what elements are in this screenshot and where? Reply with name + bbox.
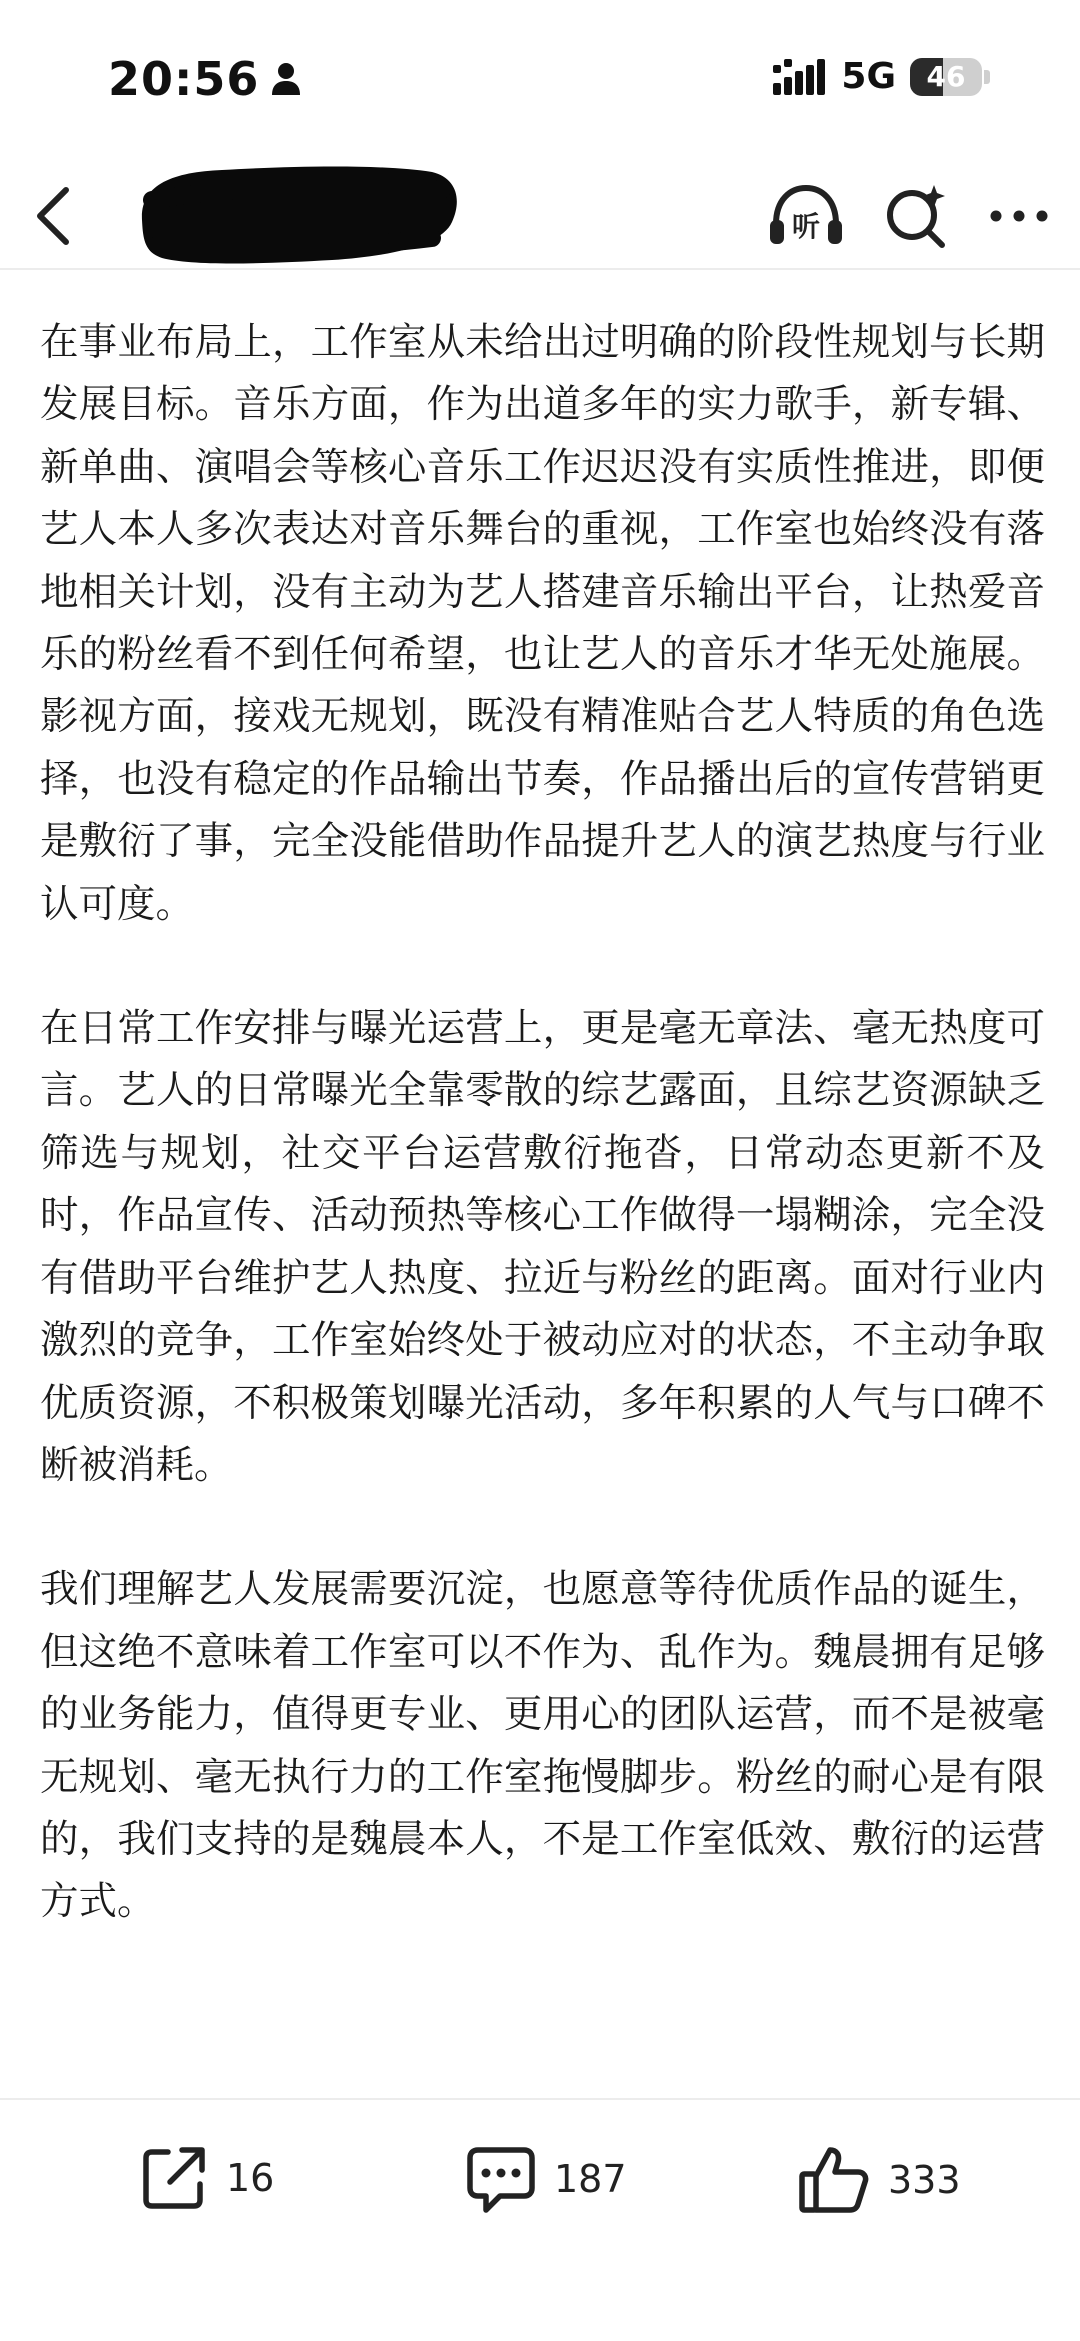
comment-icon [464,2142,538,2216]
headphones-listen-icon[interactable] [766,180,846,252]
nav-bar [0,160,1080,270]
chevron-left-icon[interactable] [26,184,82,248]
network-label: 5G [841,56,896,97]
listen-label: 听 [791,210,821,243]
share-count: 16 [226,2156,275,2200]
comment-count: 187 [554,2157,627,2201]
person-icon [271,62,301,96]
redacted-title [132,160,462,272]
share-button[interactable] [138,2142,274,2214]
status-time-group [108,52,301,106]
comment-button[interactable] [464,2142,627,2216]
status-indicators [773,56,990,97]
article-body [40,312,1045,1996]
status-time: 20:56 [108,52,260,106]
search-sparkle-icon[interactable] [884,183,950,249]
battery-tip [984,70,990,84]
battery-indicator [910,58,982,96]
thumbs-up-icon [796,2142,872,2218]
article-paragraph-1: 在事业布局上，工作室从未给出过明确的阶段性规划与长期发展目标。音乐方面，作为出道多年的实力歌手，新专辑、新单曲、演唱会等核心音乐工作迟迟没有实质性推进，即便艺人本人多次表达对音乐舞台的重视，工作室也始终没有落地相关计划，没有主动为艺人搭建音乐输出平台，让热爱音乐的粉丝看不到任何希望，也让艺人的音乐才华无处施展。影视方面，接戏无规划，既没有精准贴合艺人特质的角色选择，也没有稳定的作品输出节奏，作品播出后的宣传营销更是敷衍了事，完全没能借助作品提升艺人的演艺热度与行业认可度。 [40,320,1045,927]
battery-label: 46 [926,59,966,93]
signal-bars-icon [773,59,827,95]
share-icon [138,2142,210,2214]
status-bar [0,0,1080,160]
nav-actions [766,180,1050,252]
more-dots-icon[interactable] [988,206,1050,226]
bottom-action-bar [0,2098,1080,2341]
article-paragraph-3: 我们理解艺人发展需要沉淀，也愿意等待优质作品的诞生，但这绝不意味着工作室可以不作为、乱作为。魏晨拥有足够的业务能力，值得更专业、更用心的团队运营，而不是被毫无规划、毫无执行力的工作室拖慢脚步。粉丝的耐心是有限的，我们支持的是魏晨本人，不是工作室低效、敷衍的运营方式。 [40,1567,1045,1925]
like-count: 333 [888,2158,961,2202]
article-paragraph-2: 在日常工作安排与曝光运营上，更是毫无章法、毫无热度可言。艺人的日常曝光全靠零散的综艺露面，且综艺资源缺乏筛选与规划，社交平台运营敷衍拖沓，日常动态更新不及时，作品宣传、活动预热等核心工作做得一塌糊涂，完全没有借助平台维护艺人热度、拉近与粉丝的距离。面对行业内激烈的竞争，工作室始终处于被动应对的状态，不主动争取优质资源，不积极策划曝光活动，多年积累的人气与口碑不断被消耗。 [40,1006,1045,1488]
like-button[interactable] [796,2142,961,2218]
